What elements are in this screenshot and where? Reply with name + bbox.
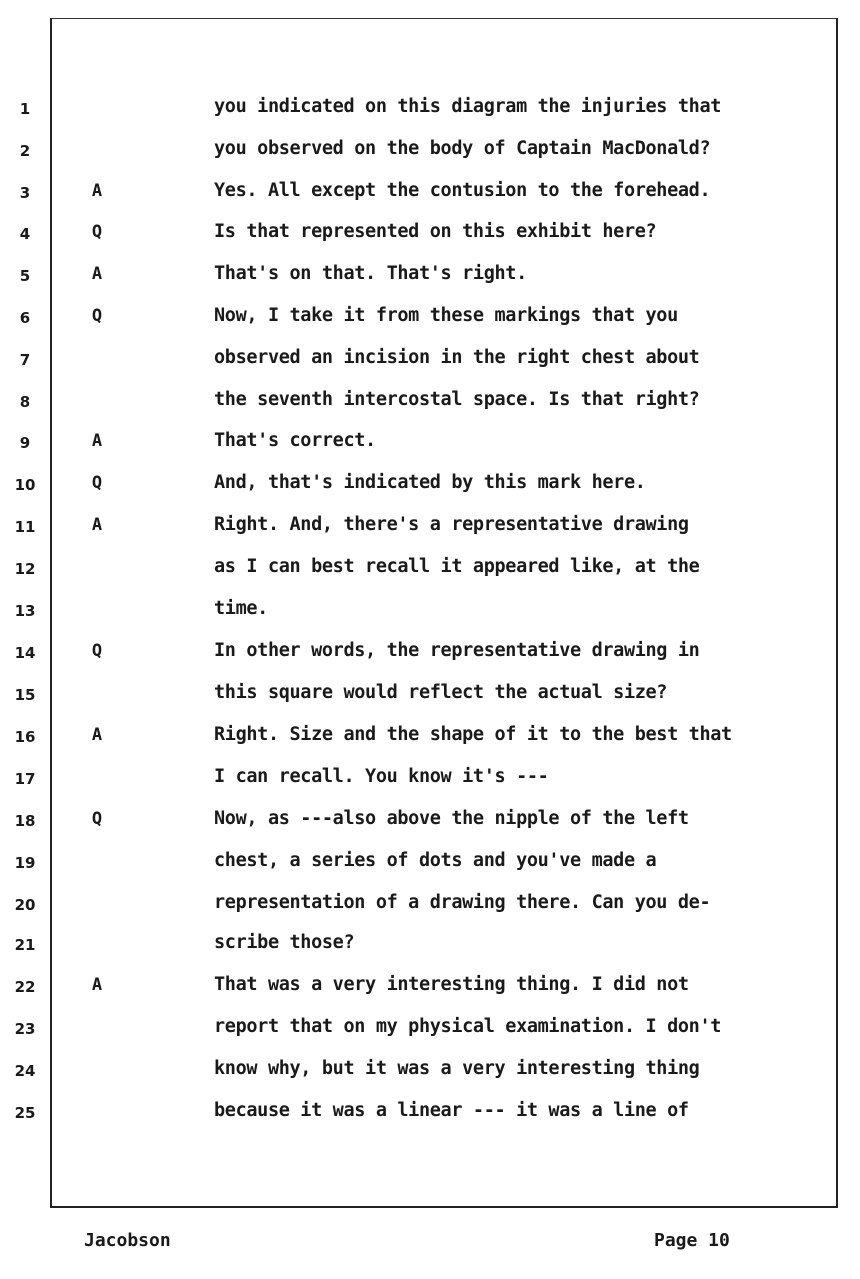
transcript-line [0, 720, 860, 760]
line-number: 10 [14, 476, 36, 494]
transcript-text: Now, I take it from these markings that you [214, 305, 678, 326]
line-number: 9 [19, 434, 31, 452]
transcript-text: scribe those? [214, 932, 355, 953]
transcript-line [0, 468, 860, 508]
transcript-text: this square would reflect the actual size? [214, 682, 668, 703]
transcript-text: you indicated on this diagram the injuries that [214, 96, 722, 117]
transcript-text: Now, as ---also above the nipple of the left [214, 808, 689, 829]
transcript-text: That was a very interesting thing. I did not [214, 974, 689, 995]
transcript-text: And, that's indicated by this mark here. [214, 472, 646, 493]
transcript-line [0, 92, 860, 132]
transcript-text: chest, a series of dots and you've made a [214, 850, 657, 871]
line-number: 20 [14, 896, 36, 914]
line-number: 4 [19, 225, 31, 243]
line-number: 1 [19, 100, 31, 118]
transcript-text: Right. And, there's a representative drawing [214, 514, 689, 535]
transcript-line [0, 1012, 860, 1052]
transcript-line [0, 259, 860, 299]
transcript-line [0, 928, 860, 968]
transcript-text: Is that represented on this exhibit here? [214, 221, 657, 242]
line-number: 19 [14, 854, 36, 872]
speaker-label: Q [91, 809, 103, 829]
transcript-text: Yes. All except the contusion to the forehead. [214, 180, 711, 201]
transcript-line [0, 301, 860, 341]
line-number: 7 [19, 351, 31, 369]
speaker-label: A [91, 975, 103, 995]
line-number: 18 [14, 812, 36, 830]
line-number: 13 [14, 602, 36, 620]
line-number: 15 [14, 686, 36, 704]
line-number: 6 [19, 309, 31, 327]
transcript-text: you observed on the body of Captain MacDonald? [214, 138, 711, 159]
transcript-line [0, 426, 860, 466]
footer-page-number: Page 10 [654, 1230, 730, 1251]
line-number: 2 [19, 142, 31, 160]
transcript-text: representation of a drawing there. Can you de- [214, 892, 711, 913]
line-number: 5 [19, 267, 31, 285]
transcript-text: In other words, the representative drawing in [214, 640, 700, 661]
speaker-label: Q [91, 473, 103, 493]
speaker-label: A [91, 515, 103, 535]
line-number: 14 [14, 644, 36, 662]
footer-witness-name: Jacobson [84, 1230, 171, 1251]
speaker-label: Q [91, 306, 103, 326]
transcript-text: time. [214, 598, 268, 619]
line-number: 16 [14, 728, 36, 746]
transcript-text: because it was a linear --- it was a line of [214, 1100, 689, 1121]
line-number: 23 [14, 1020, 36, 1038]
line-number: 25 [14, 1104, 36, 1122]
transcript-text: report that on my physical examination. I don't [214, 1016, 722, 1037]
speaker-label: A [91, 431, 103, 451]
transcript-line [0, 970, 860, 1010]
speaker-label: Q [91, 641, 103, 661]
line-number: 22 [14, 978, 36, 996]
line-number: 12 [14, 560, 36, 578]
transcript-line [0, 762, 860, 802]
transcript-text: observed an incision in the right chest about [214, 347, 700, 368]
transcript-line [0, 510, 860, 550]
transcript-text: as I can best recall it appeared like, at the [214, 556, 700, 577]
transcript-line [0, 176, 860, 216]
line-number: 21 [14, 936, 36, 954]
transcript-line [0, 1054, 860, 1094]
transcript-text: the seventh intercostal space. Is that right? [214, 389, 700, 410]
transcript-line [0, 217, 860, 257]
transcript-line [0, 636, 860, 676]
line-number: 11 [14, 518, 36, 536]
transcript-line [0, 846, 860, 886]
line-number: 3 [19, 184, 31, 202]
transcript-line [0, 678, 860, 718]
transcript-line [0, 804, 860, 844]
speaker-label: A [91, 181, 103, 201]
transcript-text: I can recall. You know it's --- [214, 766, 549, 787]
transcript-line [0, 343, 860, 383]
line-number: 24 [14, 1062, 36, 1080]
transcript-line [0, 888, 860, 928]
speaker-label: Q [91, 222, 103, 242]
transcript-line [0, 385, 860, 425]
transcript-line [0, 552, 860, 592]
line-number: 17 [14, 770, 36, 788]
transcript-text: Right. Size and the shape of it to the best that [214, 724, 732, 745]
transcript-line [0, 134, 860, 174]
line-number: 8 [19, 393, 31, 411]
transcript-line [0, 594, 860, 634]
transcript-line [0, 1096, 860, 1136]
transcript-text: That's correct. [214, 430, 376, 451]
transcript-text: That's on that. That's right. [214, 263, 527, 284]
speaker-label: A [91, 264, 103, 284]
speaker-label: A [91, 725, 103, 745]
transcript-text: know why, but it was a very interesting thing [214, 1058, 700, 1079]
